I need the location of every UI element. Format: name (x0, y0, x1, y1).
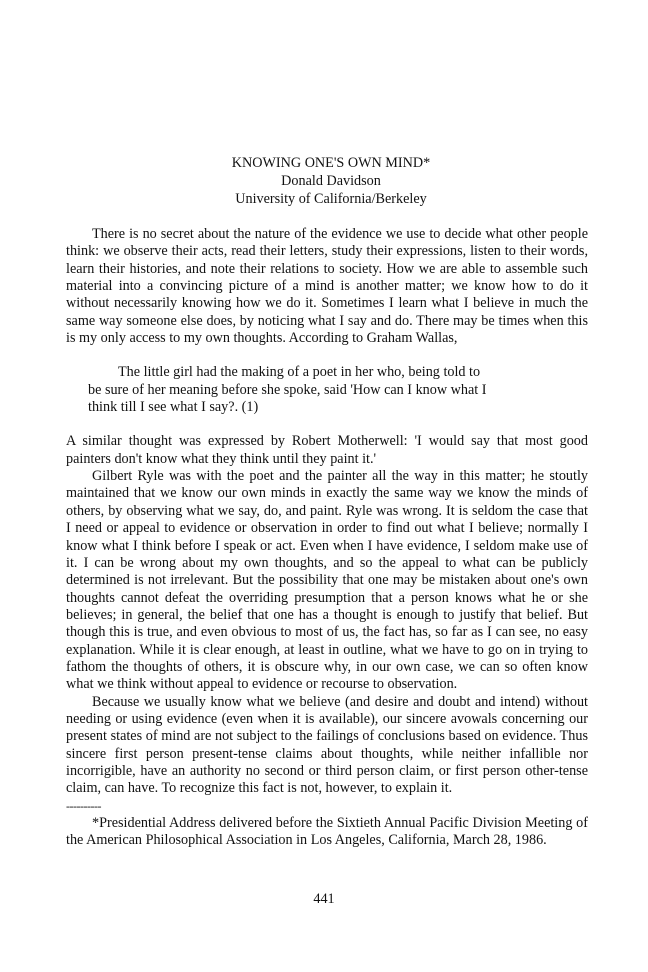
author-affiliation: University of California/Berkeley (235, 191, 427, 207)
quote-line: The little girl had the making of a poet in her who, being told to (118, 364, 481, 381)
body-paragraph-4: Because we usually know what we believe (and desire and doubt and intend) without needing or using evidence (even when it is available), our sincere avowals concerning our present states of mind are not subject to the failings of conclusions based on evidence. Thus sincere first person present-tense claims about thoughts, while neither infallible nor incorrigible, have an authority no second or third person claim, or first person other-tense claim, can have. To recognize this fact is not, however, to explain it. (66, 693, 588, 797)
quote-line: be sure of her meaning before she spoke, said 'How can I know what I (88, 381, 487, 398)
body-paragraph-2: A similar thought was expressed by Robert Motherwell: 'I would say that most good painters don't know what they think until they paint it.' (66, 433, 588, 467)
author-name: Donald Davidson (281, 173, 381, 189)
paper-title: KNOWING ONE'S OWN MIND* (231, 155, 431, 171)
paper-page (66, 154, 588, 849)
title-block (66, 154, 588, 208)
body-paragraph-1: There is no secret about the nature of the evidence we use to decide what other people think: we observe their acts, read their letters, study their expressions, listen to their words, learn their histories, and note their relations to society. How we are able to assemble such material into a convincing picture of a mind is another matter; we know how to do it without necessarily knowing how we do it. Sometimes I learn what I believe in much the same way someone else does, by noticing what I say and do. There may be times when this is my only access to my own thoughts. According to Graham Wallas, (66, 226, 588, 347)
block-quote (66, 364, 508, 416)
page-number: 441 (313, 891, 335, 907)
footnote-text: *Presidential Address delivered before the Sixtieth Annual Pacific Division Meeting of the American Philosophical Association in Los Angeles, California, March 28, 1986. (66, 814, 588, 848)
body-paragraph-3: Gilbert Ryle was with the poet and the painter all the way in this matter; he stoutly maintained that we know our own minds in exactly the same way we know the minds of others, by observing what we say, do, and paint. Ryle was wrong. It is seldom the case that I need or appeal to evidence or observation in order to find out what I believe; normally I know what I think before I speak or act. Even when I have evidence, I seldom make use of it. I can be wrong about my own thoughts, and so the appeal to what can be publicly determined is not irrelevant. But the possibility that one may be mistaken about one's own thoughts cannot defeat the overriding presumption that a person knows what he or she believes; in general, the belief that one has a thought is enough to justify that belief. But though this is true, and even obvious to most of us, the fact has, so far as I can see, no easy explanation. While it is clear enough, at least in outline, what we have to go on in trying to fathom the thoughts of others, it is obscure why, in our own case, we can so often know what we think without appeal to evidence or recourse to observation. (66, 468, 588, 693)
footnote-rule: ---------- (66, 798, 101, 813)
quote-line: think till I see what I say?. (1) (88, 399, 259, 416)
